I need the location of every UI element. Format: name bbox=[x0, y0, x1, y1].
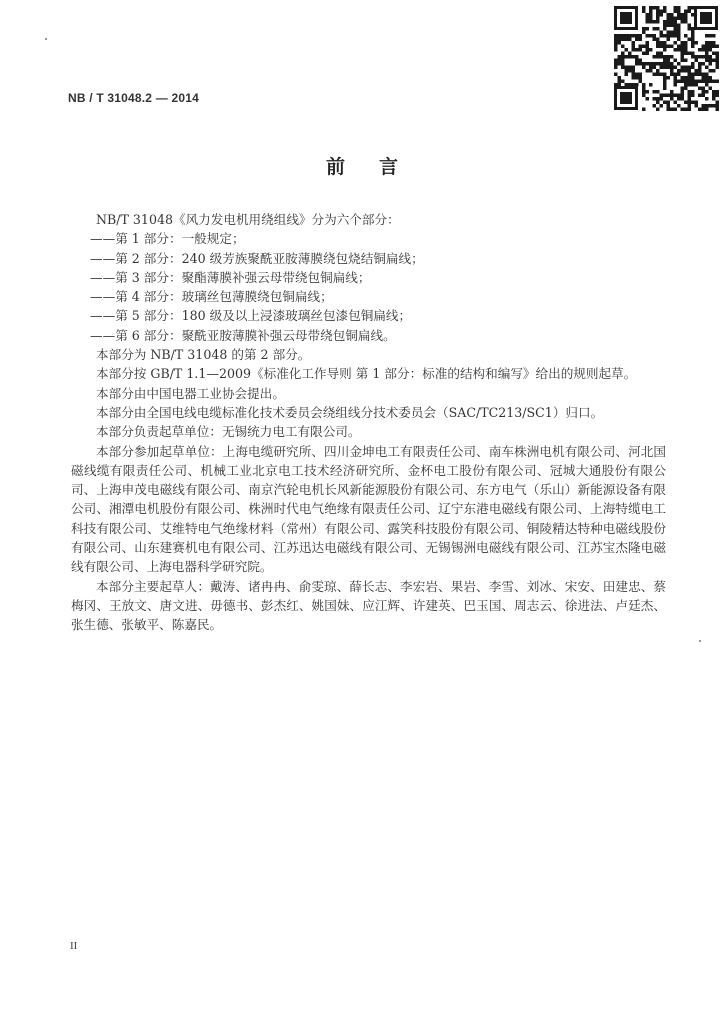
scan-speck bbox=[699, 640, 701, 642]
page-title: 前言 bbox=[325, 156, 432, 178]
foreword-paragraph: 本部分由全国电线电缆标准化技术委员会绕组线分技术委员会（SAC/TC213/SC1）归口。 bbox=[96, 404, 604, 420]
foreword-body bbox=[71, 210, 666, 635]
qr-code-image bbox=[612, 4, 720, 112]
foreword-paragraph: 本部分由中国电器工业协会提出。 bbox=[96, 385, 285, 401]
foreword-paragraph: 本部分负责起草单位：无锡统力电工有限公司。 bbox=[96, 424, 361, 440]
part-list-item: ——第 4 部分：玻璃丝包薄膜绕包铜扁线； bbox=[90, 289, 333, 305]
scan-speck bbox=[45, 38, 47, 40]
part-list-item: ——第 2 部分：240 级芳族聚酰亚胺薄膜绕包烧结铜扁线； bbox=[90, 250, 424, 266]
participating-units-paragraph: 本部分参加起草单位：上海电缆研究所、四川金坤电工有限责任公司、南车株洲电机有限公司、河北国磁线缆有限责任公司、机械工业北京电工技术经济研究所、金杯电工股份有限公司、冠城大通股份有限公司、上海申茂电磁线有限公司、南京汽轮电机长风新能源股份有限公司、东方电气（乐山）新能源设备有限公司、湘潭电机股份有限公司、株洲时代电气绝缘有限责任公司、辽宁东港电磁线有限公司、上海特缆电工科技有限公司、艾维特电气绝缘材料（常州）有限公司、露笑科技股份有限公司、铜陵精达特种电磁线股份有限公司、山东建赛机电有限公司、江苏迅达电磁线有限公司、无锡锡洲电磁线有限公司、江苏宝杰隆电磁线有限公司、上海电器科学研究院。 bbox=[71, 443, 666, 575]
standard-number: NB / T 31048.2 — 2014 bbox=[68, 91, 199, 105]
part-list-item: ——第 5 部分：180 级及以上浸漆玻璃丝包漆包铜扁线； bbox=[90, 308, 412, 324]
foreword-paragraph: 本部分按 GB/T 1.1—2009《标准化工作导则 第 1 部分：标准的结构和编写》给出的规则起草。 bbox=[96, 366, 637, 382]
part-list-item: ——第 3 部分：聚酯薄膜补强云母带绕包铜扁线； bbox=[90, 269, 371, 285]
part-list-item: ——第 6 部分：聚酰亚胺薄膜补强云母带绕包铜扁线。 bbox=[90, 327, 396, 343]
part-list-item: ——第 1 部分：一般规定； bbox=[90, 231, 245, 247]
foreword-paragraph: 本部分为 NB/T 31048 的第 2 部分。 bbox=[96, 347, 311, 363]
page-number: II bbox=[70, 940, 78, 952]
main-drafters-paragraph: 本部分主要起草人：戴涛、诸冉冉、俞雯琼、薛长志、李宏岩、果岩、李雪、刘冰、宋安、田建忠、蔡梅冈、王放文、唐文进、毋德书、彭杰红、姚国妹、应江辉、许建英、巴玉国、周志云、徐进法、卢廷杰、张生德、张敏平、陈嘉民。 bbox=[71, 578, 666, 633]
foreword-paragraph: NB/T 31048《风力发电机用绕组线》分为六个部分： bbox=[96, 212, 400, 227]
